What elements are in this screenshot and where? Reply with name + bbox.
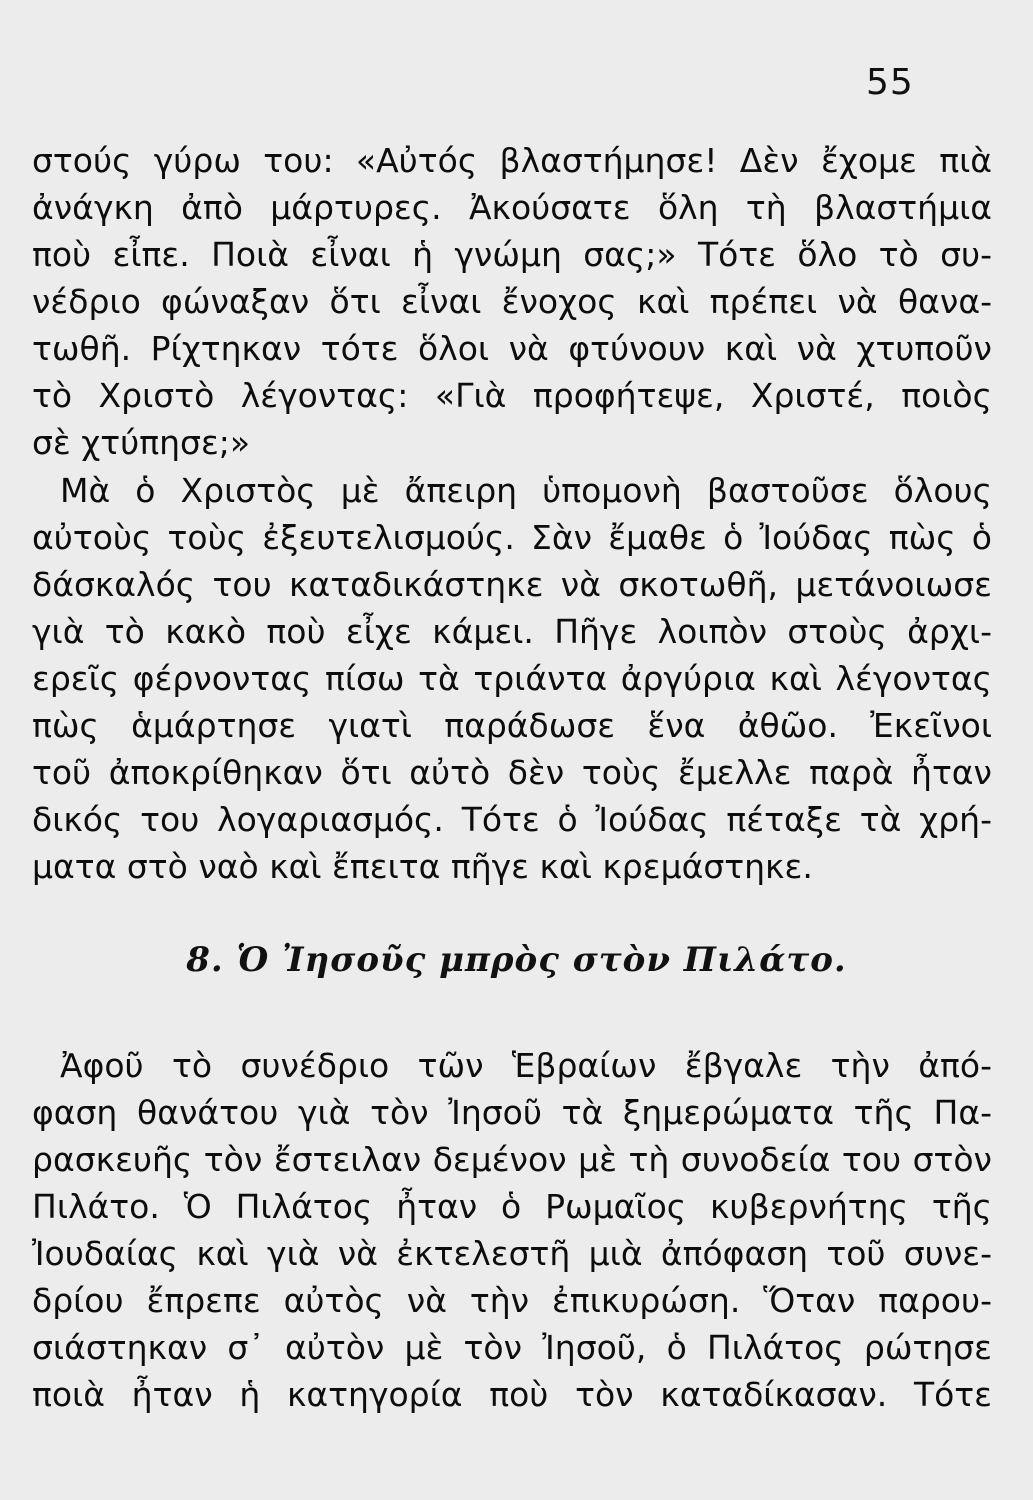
text-line: ἀνάγκη ἀπὸ μάρτυρες. Ἀκούσατε ὅλη τὴ βλαστήμια [32, 188, 992, 227]
text-line: ματα στὸ ναὸ καὶ ἔπειτα πῆγε καὶ κρεμάστηκε. [32, 847, 813, 886]
text-line: τωθῆ. Ρίχτηκαν τότε ὅλοι νὰ φτύνουν καὶ νὰ χτυποῦν [32, 329, 992, 368]
text-line: ποιὰ ἦταν ἡ κατηγορία ποὺ τὸν καταδίκασαν. Τότε [32, 1375, 992, 1414]
section-heading: 8. Ὁ Ἰησοῦς μπρὸς στὸν Πιλάτο. [186, 940, 847, 980]
text-line: νέδριο φώναξαν ὅτι εἶναι ἔνοχος καὶ πρέπει νὰ θανα- [32, 282, 992, 321]
text-line: Ἰουδαίας καὶ γιὰ νὰ ἐκτελεστῆ μιὰ ἀπόφαση τοῦ συνε- [32, 1234, 992, 1273]
text-line: στούς γύρω του: «Αὐτός βλαστήμησε! Δὲν ἔχομε πιὰ [32, 141, 992, 180]
paragraph-2 [32, 467, 992, 890]
text-line: δάσκαλός του καταδικάστηκε νὰ σκοτωθῆ, μετάνοιωσε [32, 565, 992, 604]
text-line: τὸ Χριστὸ λέγοντας: «Γιὰ προφήτεψε, Χριστέ, ποιὸς [32, 376, 992, 415]
paragraph-3 [32, 1042, 992, 1418]
text-line: φαση θανάτου γιὰ τὸν Ἰησοῦ τὰ ξημερώματα τῆς Πα- [32, 1093, 992, 1132]
text-line: σιάστηκαν σ᾿ αὐτὸν μὲ τὸν Ἰησοῦ, ὁ Πιλάτος ρώτησε [32, 1328, 992, 1367]
page-number: 55 [866, 62, 914, 103]
text-line: δρίου ἔπρεπε αὐτὸς νὰ τὴν ἐπικυρώση. Ὅταν παρου- [32, 1281, 992, 1320]
text-line: τοῦ ἀποκρίθηκαν ὅτι αὐτὸ δὲν τοὺς ἔμελλε παρὰ ἦταν [32, 753, 992, 792]
text-line: Ἀφοῦ τὸ συνέδριο τῶν Ἑβραίων ἔβγαλε τὴν ἀπό- [60, 1046, 992, 1085]
text-line: γιὰ τὸ κακὸ ποὺ εἶχε κάμει. Πῆγε λοιπὸν στοὺς ἀρχι- [32, 612, 992, 651]
text-line: ποὺ εἶπε. Ποιὰ εἶναι ἡ γνώμη σας;» Τότε ὅλο τὸ συ- [32, 235, 992, 274]
text-line: σὲ χτύπησε;» [32, 423, 251, 462]
paragraph-1 [32, 137, 992, 466]
text-line: αὐτοὺς τοὺς ἐξευτελισμούς. Σὰν ἔμαθε ὁ Ἰούδας πὼς ὁ [32, 518, 992, 557]
text-line: πὼς ἁμάρτησε γιατὶ παράδωσε ἕνα ἀθῶο. Ἐκεῖνοι [32, 706, 992, 745]
text-line: Πιλάτο. Ὁ Πιλάτος ἦταν ὁ Ρωμαῖος κυβερνήτης τῆς [32, 1187, 992, 1226]
text-line: ρασκευῆς τὸν ἔστειλαν δεμένον μὲ τὴ συνοδεία του στὸν [32, 1140, 992, 1179]
text-line: ερεῖς φέρνοντας πίσω τὰ τριάντα ἀργύρια καὶ λέγοντας [32, 659, 992, 698]
text-line: Μὰ ὁ Χριστὸς μὲ ἄπειρη ὑπομονὴ βαστοῦσε ὅλους [60, 471, 992, 510]
text-line: δικός του λογαριασμός. Τότε ὁ Ἰούδας πέταξε τὰ χρή- [32, 800, 992, 839]
